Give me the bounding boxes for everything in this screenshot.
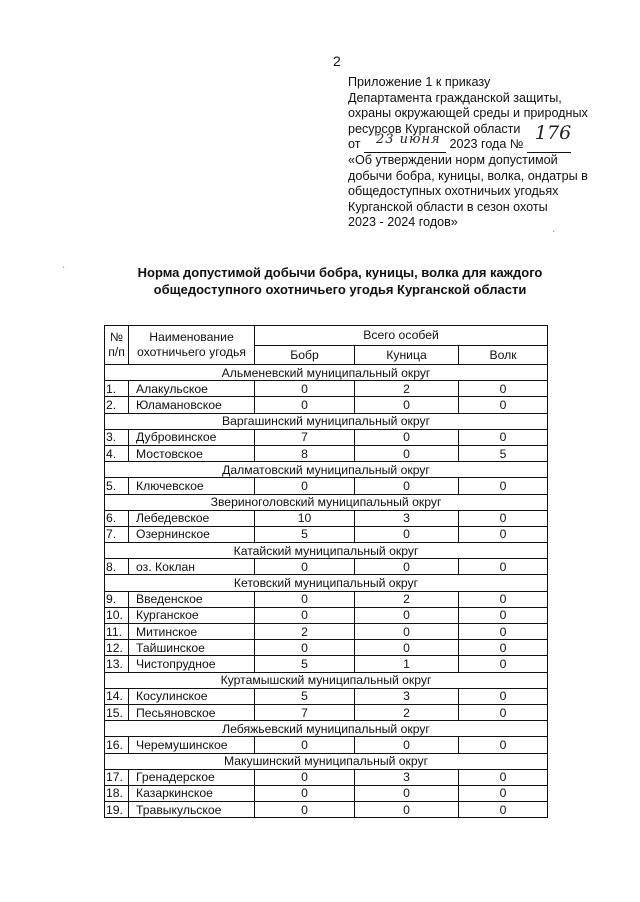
title-line: общедоступного охотничьего угодья Курганской области [153,282,527,297]
table-row [105,478,548,494]
beaver-count: 0 [255,397,355,413]
header-wolf: Волк [459,345,548,365]
ground-name: Юламановское [129,397,255,413]
marten-count: 2 [355,381,459,397]
beaver-count: 2 [255,624,355,640]
wolf-count: 0 [459,640,548,656]
row-number: 18. [105,785,129,801]
district-row [105,462,548,478]
wolf-count: 0 [459,559,548,575]
wolf-count: 0 [459,526,548,542]
ground-name: Введенское [129,591,255,607]
ground-name: Тайшинское [129,640,255,656]
marten-count: 3 [355,769,459,785]
table-row [105,429,548,445]
wolf-count: 0 [459,510,548,526]
ground-name: Гренадерское [129,769,255,785]
beaver-count: 5 [255,688,355,704]
row-number: 4. [105,445,129,461]
beaver-count: 7 [255,704,355,720]
ground-name: Алакульское [129,381,255,397]
table-row [105,624,548,640]
table-row [105,656,548,672]
year-label: 2023 года № [449,137,524,152]
wolf-count: 0 [459,802,548,818]
norms-table [104,325,548,818]
ground-name: Травыкульское [129,802,255,818]
ground-name: Косулинское [129,688,255,704]
row-number: 6. [105,510,129,526]
table-row [105,526,548,542]
wolf-count: 0 [459,624,548,640]
beaver-count: 0 [255,478,355,494]
wolf-count: 0 [459,478,548,494]
document-title [110,264,570,298]
district-name: Кетовский муниципальный округ [105,575,548,591]
district-row [105,672,548,688]
table-row [105,640,548,656]
row-number: 5. [105,478,129,494]
district-row [105,365,548,381]
district-row [105,721,548,737]
row-number: 10. [105,607,129,623]
wolf-count: 0 [459,785,548,801]
table-row [105,688,548,704]
header-name: Наименование охотничьего угодья [129,326,255,365]
ground-name: Дубровинское [129,429,255,445]
row-number: 19. [105,802,129,818]
beaver-count: 0 [255,640,355,656]
marten-count: 0 [355,624,459,640]
scan-speck: · [552,226,556,237]
table-row [105,445,548,461]
row-number: 16. [105,737,129,753]
district-name: Звериноголовский муниципальный округ [105,494,548,510]
row-number: 3. [105,429,129,445]
beaver-count: 5 [255,526,355,542]
wolf-count: 0 [459,591,548,607]
wolf-count: 0 [459,737,548,753]
marten-count: 0 [355,640,459,656]
marten-count: 1 [355,656,459,672]
ground-name: Песьяновское [129,704,255,720]
district-row [105,753,548,769]
row-number: 11. [105,624,129,640]
wolf-count: 0 [459,688,548,704]
district-name: Альменевский муниципальный округ [105,365,548,381]
wolf-count: 0 [459,429,548,445]
district-name: Варгашинский муниципальный округ [105,413,548,429]
beaver-count: 0 [255,802,355,818]
row-number: 13. [105,656,129,672]
table-row [105,591,548,607]
marten-count: 3 [355,688,459,704]
row-number: 8. [105,559,129,575]
table-row [105,802,548,818]
appendix-line: Приложение 1 к приказу [348,75,491,89]
beaver-count: 0 [255,381,355,397]
district-name: Куртамышский муниципальный округ [105,672,548,688]
ground-name: Митинское [129,624,255,640]
beaver-count: 0 [255,785,355,801]
appendix-subject-line: 2023 - 2024 годов» [348,215,458,230]
appendix-header [348,75,618,231]
handwritten-order-number: 176 [534,121,572,144]
appendix-line: ресурсов Курганской области [348,121,521,136]
marten-count: 0 [355,607,459,623]
district-row [105,494,548,510]
handwritten-date: 23 июня [376,131,441,147]
district-name: Макушинский муниципальный округ [105,753,548,769]
table-row [105,397,548,413]
row-number: 17. [105,769,129,785]
table-row [105,381,548,397]
wolf-count: 0 [459,397,548,413]
table-row [105,785,548,801]
appendix-subject-line: «Об утверждении норм допустимой [348,152,558,167]
beaver-count: 0 [255,559,355,575]
marten-count: 3 [355,510,459,526]
ground-name: Лебедевское [129,510,255,526]
beaver-count: 10 [255,510,355,526]
marten-count: 0 [355,802,459,818]
order-number-field [527,121,572,153]
row-number: 12. [105,640,129,656]
beaver-count: 8 [255,445,355,461]
appendix-subject-line: общедоступных охотничьих угодьях [348,184,559,199]
wolf-count: 5 [459,445,548,461]
wolf-count: 0 [459,704,548,720]
table-row [105,704,548,720]
appendix-line: охраны окружающей среды и природных [348,106,588,121]
beaver-count: 5 [255,656,355,672]
wolf-count: 0 [459,769,548,785]
wolf-count: 0 [459,381,548,397]
wolf-count: 0 [459,656,548,672]
district-row [105,413,548,429]
district-name: Лебяжьевский муниципальный округ [105,721,548,737]
ground-name: Черемушинское [129,737,255,753]
row-number: 2. [105,397,129,413]
marten-count: 0 [355,559,459,575]
table-row [105,737,548,753]
scan-speck: · [62,262,66,273]
appendix-subject-line: Курганской области в сезон охоты [348,199,548,214]
appendix-line: Департамента гражданской защиты, [348,90,562,105]
table-row [105,559,548,575]
wolf-count: 0 [459,607,548,623]
ground-name: Озернинское [129,526,255,542]
ground-name: Курганское [129,607,255,623]
marten-count: 2 [355,591,459,607]
district-row [105,543,548,559]
marten-count: 0 [355,445,459,461]
appendix-subject-line: добычи бобра, куницы, волка, ондатры в [348,168,588,183]
marten-count: 0 [355,478,459,494]
header-marten: Куница [355,345,459,365]
marten-count: 0 [355,397,459,413]
table-row [105,510,548,526]
ground-name: Чистопрудное [129,656,255,672]
row-number: 9. [105,591,129,607]
beaver-count: 0 [255,607,355,623]
ground-name: оз. Коклан [129,559,255,575]
header-num: № п/п [105,326,129,365]
page-number: 2 [333,53,341,69]
beaver-count: 7 [255,429,355,445]
row-number: 1. [105,381,129,397]
beaver-count: 0 [255,737,355,753]
header-total: Всего особей [255,326,548,346]
from-label: от [348,137,361,152]
marten-count: 0 [355,785,459,801]
district-name: Далматовский муниципальный округ [105,462,548,478]
row-number: 7. [105,526,129,542]
marten-count: 0 [355,737,459,753]
title-line: Норма допустимой добычи бобра, куницы, волка для каждого [137,265,543,280]
row-number: 14. [105,688,129,704]
district-name: Катайский муниципальный округ [105,543,548,559]
beaver-count: 0 [255,769,355,785]
marten-count: 2 [355,704,459,720]
ground-name: Мостовское [129,445,255,461]
table-row [105,607,548,623]
ground-name: Казаркинское [129,785,255,801]
row-number: 15. [105,704,129,720]
district-row [105,575,548,591]
marten-count: 0 [355,526,459,542]
ground-name: Ключевское [129,478,255,494]
beaver-count: 0 [255,591,355,607]
header-beaver: Бобр [255,345,355,365]
table-row [105,769,548,785]
marten-count: 0 [355,429,459,445]
date-field [364,131,446,153]
norms-table-body [105,365,548,818]
